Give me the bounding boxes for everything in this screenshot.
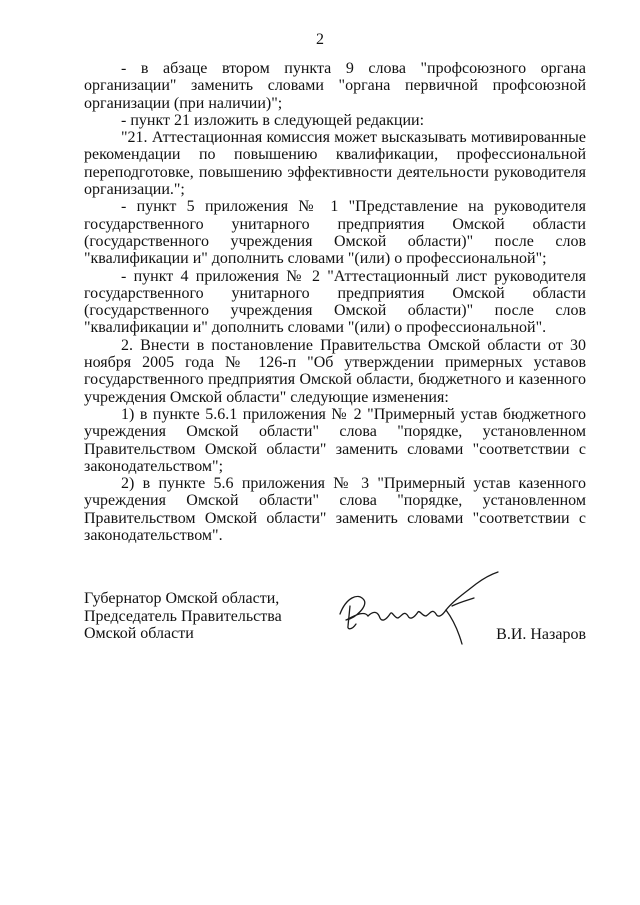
paragraph-5: - пункт 4 приложения № 2 "Аттестационный лист руководителя государственного унитарного предприятия Омской области (государственного учреждения Омской области)" после слов "квалификации и" дополнить словами "(или) о профессиональной". — [84, 267, 586, 337]
paragraph-6: 2. Внести в постановление Правительства Омской области от 30 ноября 2005 года № 126-п "Об утверждении примерных уставов государственного предприятия Омской области, бюджетного и казенного учреждения Омской области" следующие изменения: — [84, 336, 586, 406]
paragraph-1: - в абзаце втором пункта 9 слова "профсоюзного органа организации" заменить словами "органа первичной профсоюзной организации (при наличии)"; — [84, 60, 586, 112]
signatory-title-line-2: Председатель Правительства — [84, 607, 282, 625]
paragraph-8: 2) в пункте 5.6 приложения № 3 "Примерный устав казенного учреждения Омской области" слова "порядке, установленном Правительством Омской области" заменить словами "соответствии с законодательством". — [84, 475, 586, 545]
signatory-name: В.И. Назаров — [496, 626, 586, 643]
signatory-title-line-1: Губернатор Омской области, — [84, 590, 280, 607]
page-number: 2 — [316, 31, 324, 48]
signatory-title-line-3: Омской области — [84, 625, 194, 642]
signature-block — [84, 590, 586, 650]
paragraph-4: - пункт 5 приложения № 1 "Представление на руководителя государственного унитарного предприятия Омской области (государственного учреждения Омской области)" после слов "квалификации и" дополнить словами "(или) о профессиональной"; — [84, 198, 586, 268]
document-body — [84, 60, 586, 544]
paragraph-2: - пункт 21 изложить в следующей редакции: — [121, 111, 425, 129]
paragraph-3: "21. Аттестационная комиссия может высказывать мотивированные рекомендации по повышению квалификации, профессиональной переподготовке, повышению эффективности деятельности руководителя организации."; — [84, 129, 586, 199]
signatory-title — [84, 590, 282, 643]
paragraph-7: 1) в пункте 5.6.1 приложения № 2 "Примерный устав бюджетного учреждения Омской области" слова "порядке, установленном Правительством Омской области" заменить словами "соответствии с законодательством"; — [84, 405, 586, 475]
